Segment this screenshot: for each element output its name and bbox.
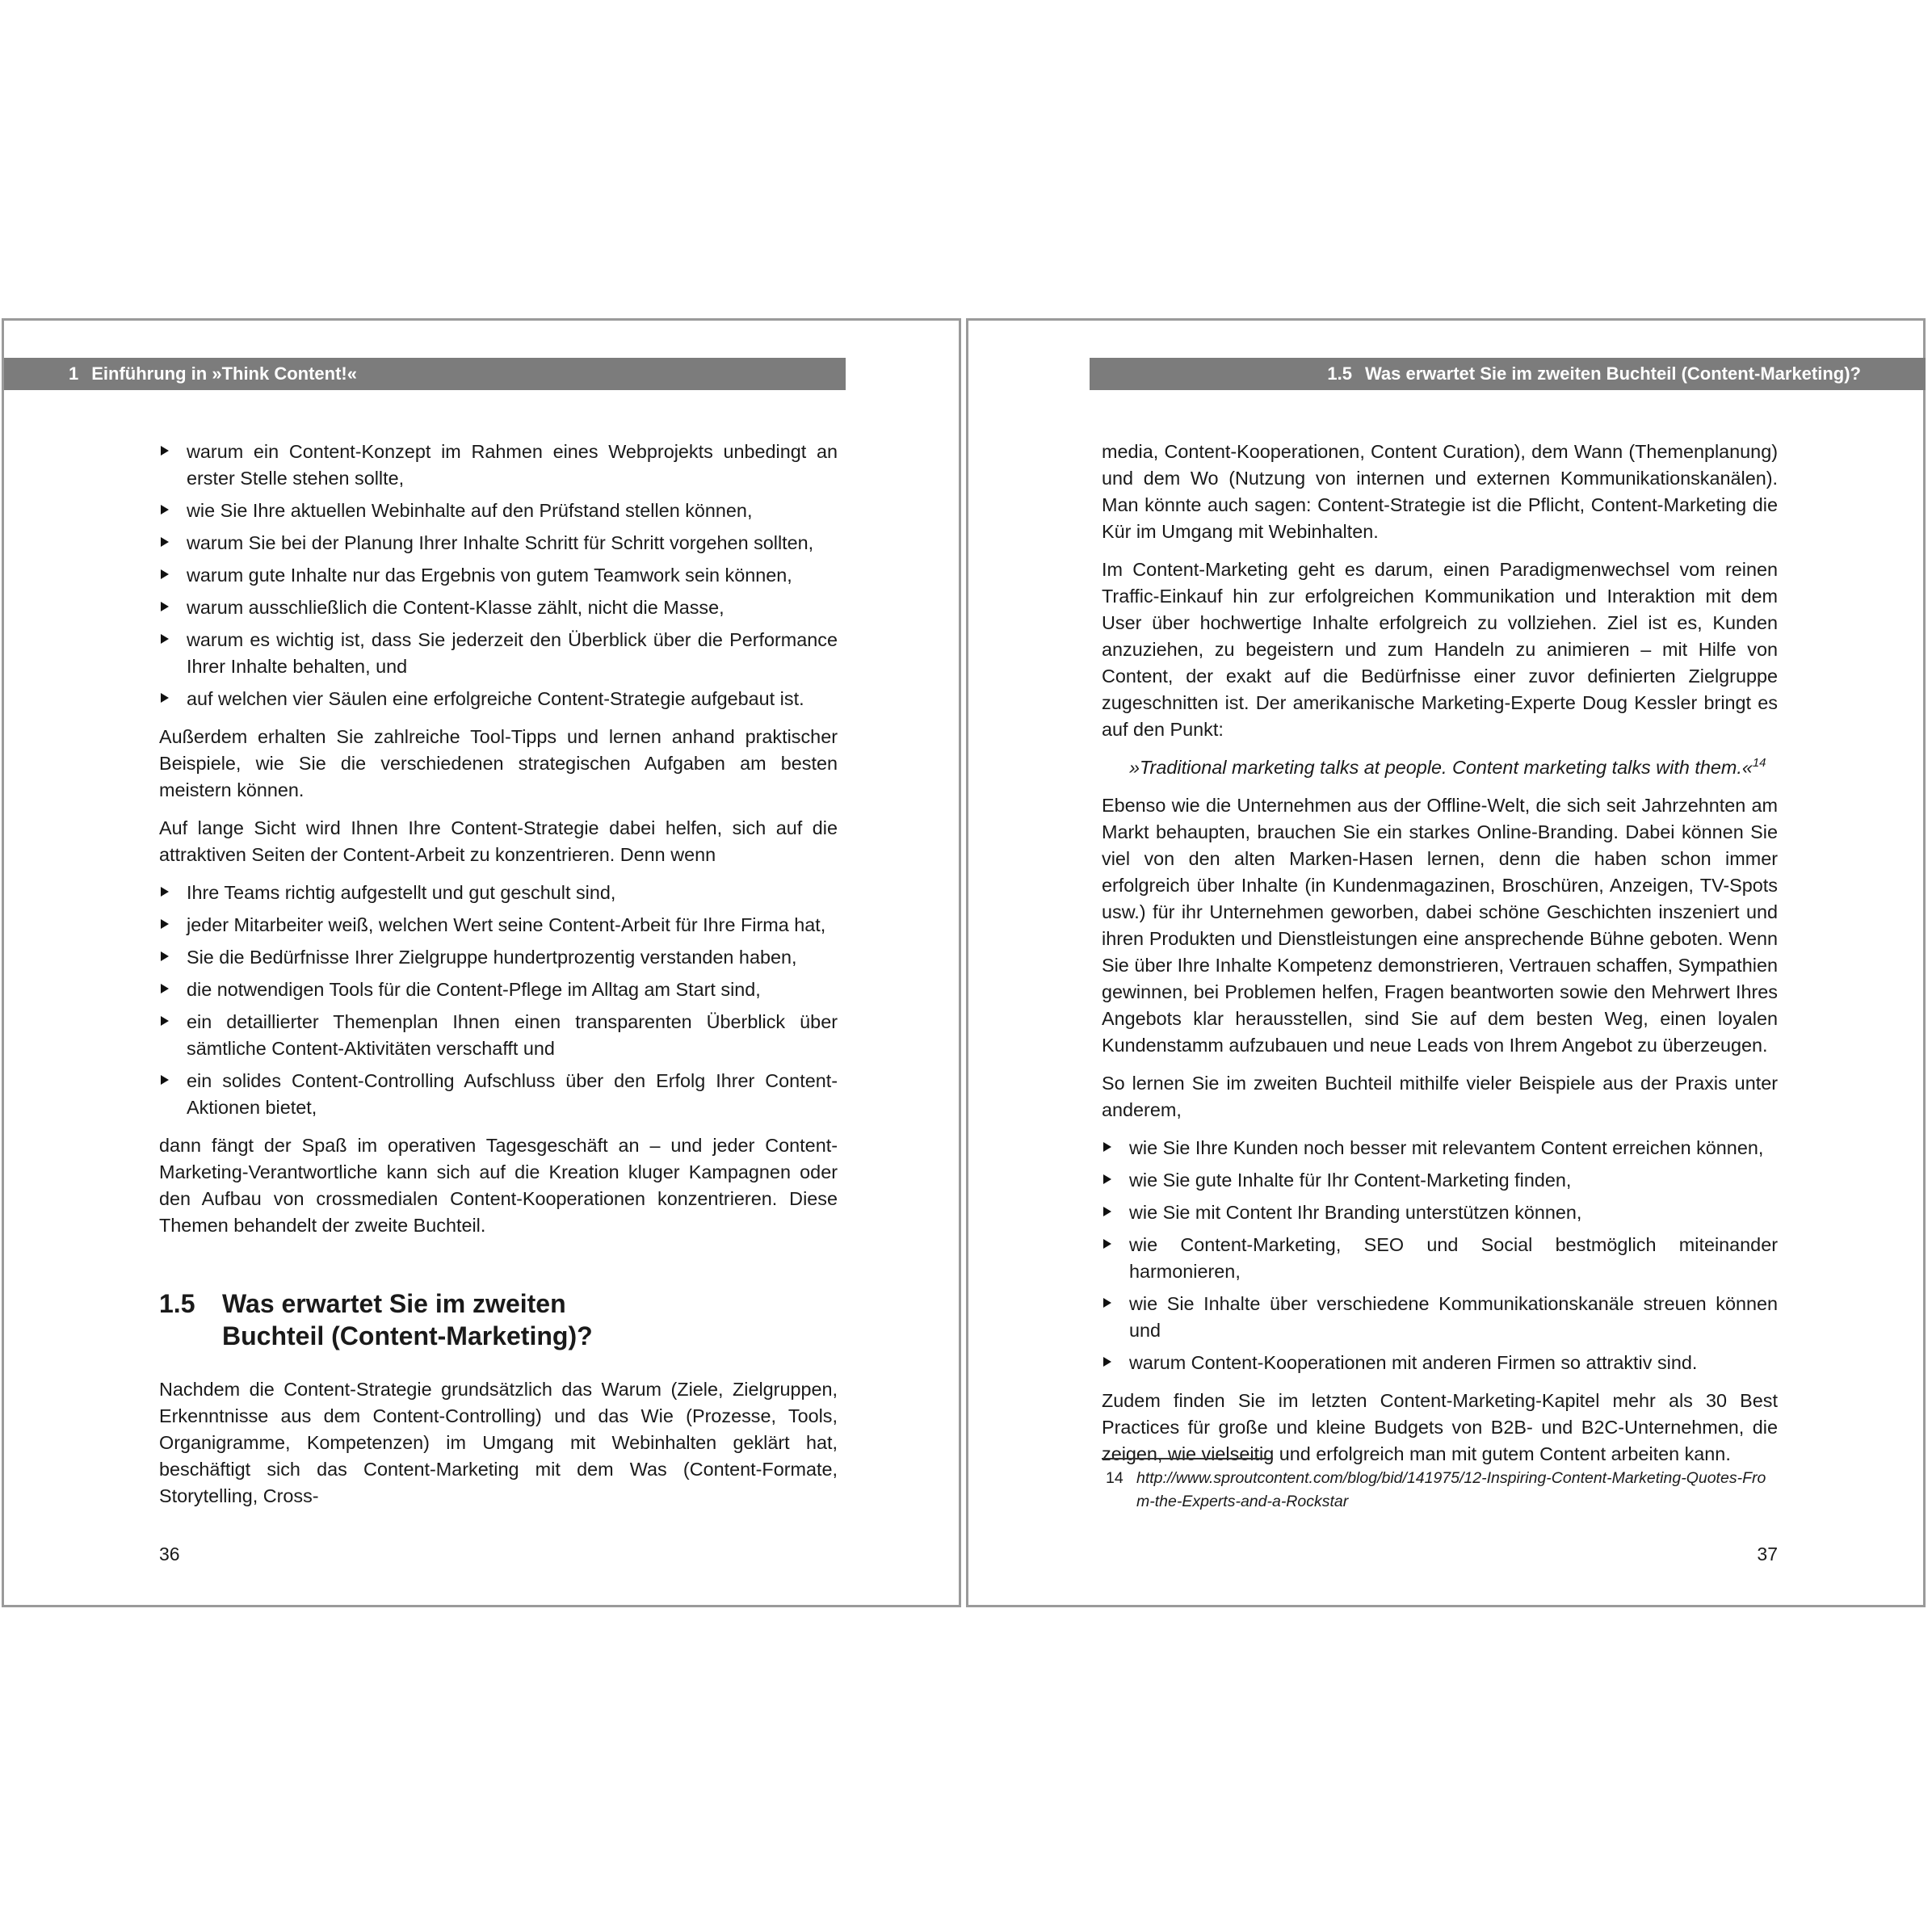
list-item: warum Content-Kooperationen mit anderen Firmen so attraktiv sind.: [1102, 1350, 1778, 1376]
list-item: die notwendigen Tools für die Content-Pflege im Alltag am Start sind,: [159, 976, 838, 1003]
bullet-triangle-icon: [161, 446, 169, 456]
footnote-link[interactable]: http://www.sproutcontent.com/blog/bid/141975/12-Inspiring-Content-Marketing-Quotes-From-the-Experts-and-a-Rockstar: [1136, 1469, 1766, 1510]
bullet-triangle-icon: [161, 505, 169, 514]
bullet-triangle-icon: [161, 887, 169, 897]
list-item: ein detaillierter Themenplan Ihnen einen transparenten Überblick über sämtliche Content-Aktivitäten verschafft und: [159, 1009, 838, 1062]
list-item: warum gute Inhalte nur das Ergebnis von gutem Teamwork sein können,: [159, 562, 838, 589]
bullet-triangle-icon: [161, 951, 169, 961]
running-header: [4, 358, 846, 390]
list-item: wie Content-Marketing, SEO und Social bestmöglich miteinander harmonieren,: [1102, 1232, 1778, 1285]
footnote-number: 14: [1106, 1469, 1124, 1487]
bullet-triangle-icon: [1103, 1239, 1111, 1249]
bullet-triangle-icon: [1103, 1142, 1111, 1152]
conditions-bullet-list: [159, 880, 838, 1121]
paragraph: dann fängt der Spaß im operativen Tagesgeschäft an – und jeder Content-Marketing-Verantwortliche kann sich auf die Kreation kluger Kampagnen oder den Aufbau von crossmedialen Content-Kooperationen konzentrieren. Diese Themen behandelt der zweite Buchteil.: [159, 1135, 838, 1236]
list-item: warum ausschließlich die Content-Klasse zählt, nicht die Masse,: [159, 594, 838, 621]
paragraph: media, Content-Kooperationen, Content Curation), dem Wann (Themenplanung) und dem Wo (Nutzung von internen und externen Kommunikationskanälen). Man könnte auch sagen: Content-Strategie ist die Pflicht, Content-Marketing die Kür im Umgang mit Webinhalten.: [1102, 441, 1778, 542]
list-item: Sie die Bedürfnisse Ihrer Zielgruppe hundertprozentig verstanden haben,: [159, 944, 838, 971]
footnote: [1106, 1467, 1768, 1514]
right-body: [1102, 439, 1778, 1479]
bullet-triangle-icon: [161, 984, 169, 993]
bullet-triangle-icon: [161, 1016, 169, 1026]
bullet-triangle-icon: [161, 602, 169, 611]
section-title: Was erwartet Sie im zweiten Buchteil (Content-Marketing)?: [222, 1289, 593, 1350]
left-body: [159, 439, 838, 1521]
section-number: 1.5: [1327, 363, 1352, 384]
paragraph: Außerdem erhalten Sie zahlreiche Tool-Tipps und lernen anhand praktischer Beispiele, wie Sie die verschiedenen strategischen Aufgaben am besten meistern können.: [159, 726, 838, 800]
section-number: 1.5: [159, 1289, 195, 1318]
list-item: auf welchen vier Säulen eine erfolgreiche Content-Strategie aufgebaut ist.: [159, 686, 838, 712]
list-item: wie Sie mit Content Ihr Branding unterstützen können,: [1102, 1199, 1778, 1226]
list-item: warum es wichtig ist, dass Sie jederzeit den Überblick über die Performance Ihrer Inhalte behalten, und: [159, 627, 838, 680]
topics-bullet-list: [1102, 1135, 1778, 1376]
bullet-triangle-icon: [161, 919, 169, 929]
page-number: 37: [1757, 1544, 1778, 1564]
list-item: warum Sie bei der Planung Ihrer Inhalte Schritt für Schritt vorgehen sollten,: [159, 530, 838, 556]
list-item: jeder Mitarbeiter weiß, welchen Wert seine Content-Arbeit für Ihre Firma hat,: [159, 912, 838, 939]
list-item: ein solides Content-Controlling Aufschluss über den Erfolg Ihrer Content-Aktionen bietet,: [159, 1068, 838, 1121]
paragraph: Ebenso wie die Unternehmen aus der Offline-Welt, die sich seit Jahrzehnten am Markt behaupten, brauchen Sie ein starkes Online-Branding. Dabei können Sie viel von den alten Marken-Hasen lernen, denn die haben schon immer erfolgreich über Inhalte (in Kundenmagazinen, Broschüren, Anzeigen, TV-Spots usw.) für ihr Unternehmen geworben, dabei schöne Geschichten inszeniert und ihren Produkten und Dienstleistungen eine ansprechende Bühne geboten. Wenn Sie über Ihre Inhalte Kompetenz demonstrieren, Vertrauen schaffen, Sympathien gewinnen, bei Problemen helfen, Fragen beantworten sowie den Mehrwert Ihres Angebots klar herausstellen, sind Sie auf dem besten Weg, einen loyalen Kundenstamm aufzubauen und neue Leads von Ihrem Angebot zu überzeugen.: [1102, 795, 1778, 1056]
bullet-triangle-icon: [1103, 1298, 1111, 1308]
quote: »Traditional marketing talks at people. Content marketing talks with them.«$^{14}$: [1129, 756, 1766, 778]
bullet-triangle-icon: [161, 634, 169, 644]
bullet-triangle-icon: [161, 537, 169, 547]
bullet-triangle-icon: [1103, 1357, 1111, 1367]
paragraph: Nachdem die Content-Strategie grundsätzlich das Warum (Ziele, Zielgruppen, Erkenntnisse aus dem Content-Controlling) und das Wie (Prozesse, Tools, Organigramme, Kompetenzen) im Umgang mit Webinhalten geklärt hat, beschäftigt sich das Content-Marketing mit dem Was (Content-Formate, Storytelling, Cross-: [159, 1379, 838, 1506]
section-heading: [159, 1287, 838, 1352]
list-item: wie Sie Inhalte über verschiedene Kommunikationskanäle streuen können und: [1102, 1291, 1778, 1344]
paragraph: Im Content-Marketing geht es darum, einen Paradigmenwechsel vom reinen Traffic-Einkauf hin zur erfolgreichen Kommunikation und Interaktion mit dem User über hochwertige Inhalte erfolgreich zu vollziehen. Ziel ist es, Kunden anzuziehen, zu begeistern und zum Handeln zu animieren – mit Hilfe von Content, der exakt auf die Bedürfnisse einer zuvor definierten Zielgruppe zugeschnitten ist. Der amerikanische Marketing-Experte Doug Kessler bringt es auf den Punkt:: [1102, 559, 1778, 740]
list-item: wie Sie Ihre Kunden noch besser mit relevantem Content erreichen können,: [1102, 1135, 1778, 1161]
left-page: [2, 318, 961, 1607]
bullet-triangle-icon: [1103, 1174, 1111, 1184]
chapter-title: Einführung in »Think Content!«: [91, 363, 357, 384]
bullet-triangle-icon: [161, 569, 169, 579]
running-header: [1090, 358, 1926, 390]
paragraph: Auf lange Sicht wird Ihnen Ihre Content-Strategie dabei helfen, sich auf die attraktiven Seiten der Content-Arbeit zu konzentrieren. Denn wenn: [159, 817, 838, 865]
list-item: wie Sie gute Inhalte für Ihr Content-Marketing finden,: [1102, 1167, 1778, 1194]
list-item: Ihre Teams richtig aufgestellt und gut geschult sind,: [159, 880, 838, 906]
list-item: warum ein Content-Konzept im Rahmen eines Webprojekts unbedingt an erster Stelle stehen sollte,: [159, 439, 838, 492]
paragraph: Zudem finden Sie im letzten Content-Marketing-Kapitel mehr als 30 Best Practices für große und kleine Budgets von B2B- und B2C-Unternehmen, die zeigen, wie vielseitig und erfolgreich man mit gutem Content arbeiten kann.: [1102, 1390, 1778, 1464]
list-item: wie Sie Ihre aktuellen Webinhalte auf den Prüfstand stellen können,: [159, 498, 838, 524]
intro-bullet-list: [159, 439, 838, 712]
paragraph: So lernen Sie im zweiten Buchteil mithilfe vieler Beispiele aus der Praxis unter anderem,: [1102, 1073, 1778, 1120]
bullet-triangle-icon: [161, 1075, 169, 1085]
footnote-divider: [1102, 1458, 1273, 1460]
right-page: [966, 318, 1926, 1607]
bullet-triangle-icon: [161, 693, 169, 703]
page-number: 36: [159, 1544, 180, 1564]
footnote-reference: 14: [1752, 756, 1766, 771]
chapter-number: 1: [69, 363, 79, 384]
section-title: Was erwartet Sie im zweiten Buchteil (Content-Marketing)?: [1364, 363, 1861, 384]
bullet-triangle-icon: [1103, 1207, 1111, 1216]
